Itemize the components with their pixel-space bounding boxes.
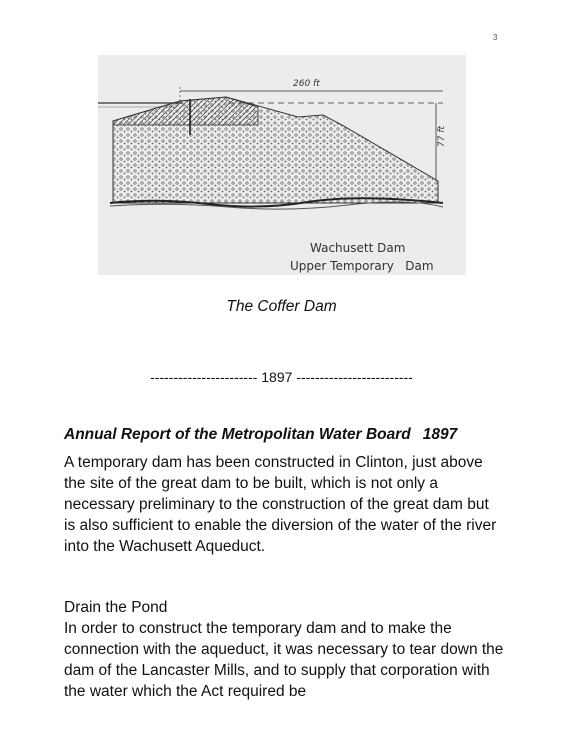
- report-title: [64, 426, 457, 444]
- section-heading: Drain the Pond: [64, 599, 168, 616]
- sketch-label-line1: Wachusett Dam: [310, 241, 406, 255]
- report-title-text: Annual Report of the Metropolitan Water Board: [64, 426, 411, 443]
- dimension-width-label: 260 ft: [293, 79, 320, 89]
- sketch-label-line2: Upper Temporary Dam: [290, 259, 434, 273]
- dimension-height-label: 77 ft: [437, 125, 447, 147]
- coffer-dam-sketch: [98, 55, 466, 275]
- section-paragraph: In order to construct the temporary dam and to make the connection with the aqueduct, it was necessary to tear down the dam of the Lancaster Mills, and to supply that corporation with the water which the Act required be: [64, 620, 504, 700]
- year-divider: ----------------------- 1897 -------------------------: [150, 369, 413, 385]
- page-number: 3: [493, 33, 498, 42]
- report-year: 1897: [422, 426, 458, 443]
- report-paragraph: A temporary dam has been constructed in Clinton, just above the site of the great dam to be built, which is not only a necessary preliminary to the construction of the great dam but is also sufficient to enable the diversion of the water of the river into the Wachusett Aqueduct.: [64, 454, 497, 555]
- figure-caption: The Coffer Dam: [226, 298, 337, 315]
